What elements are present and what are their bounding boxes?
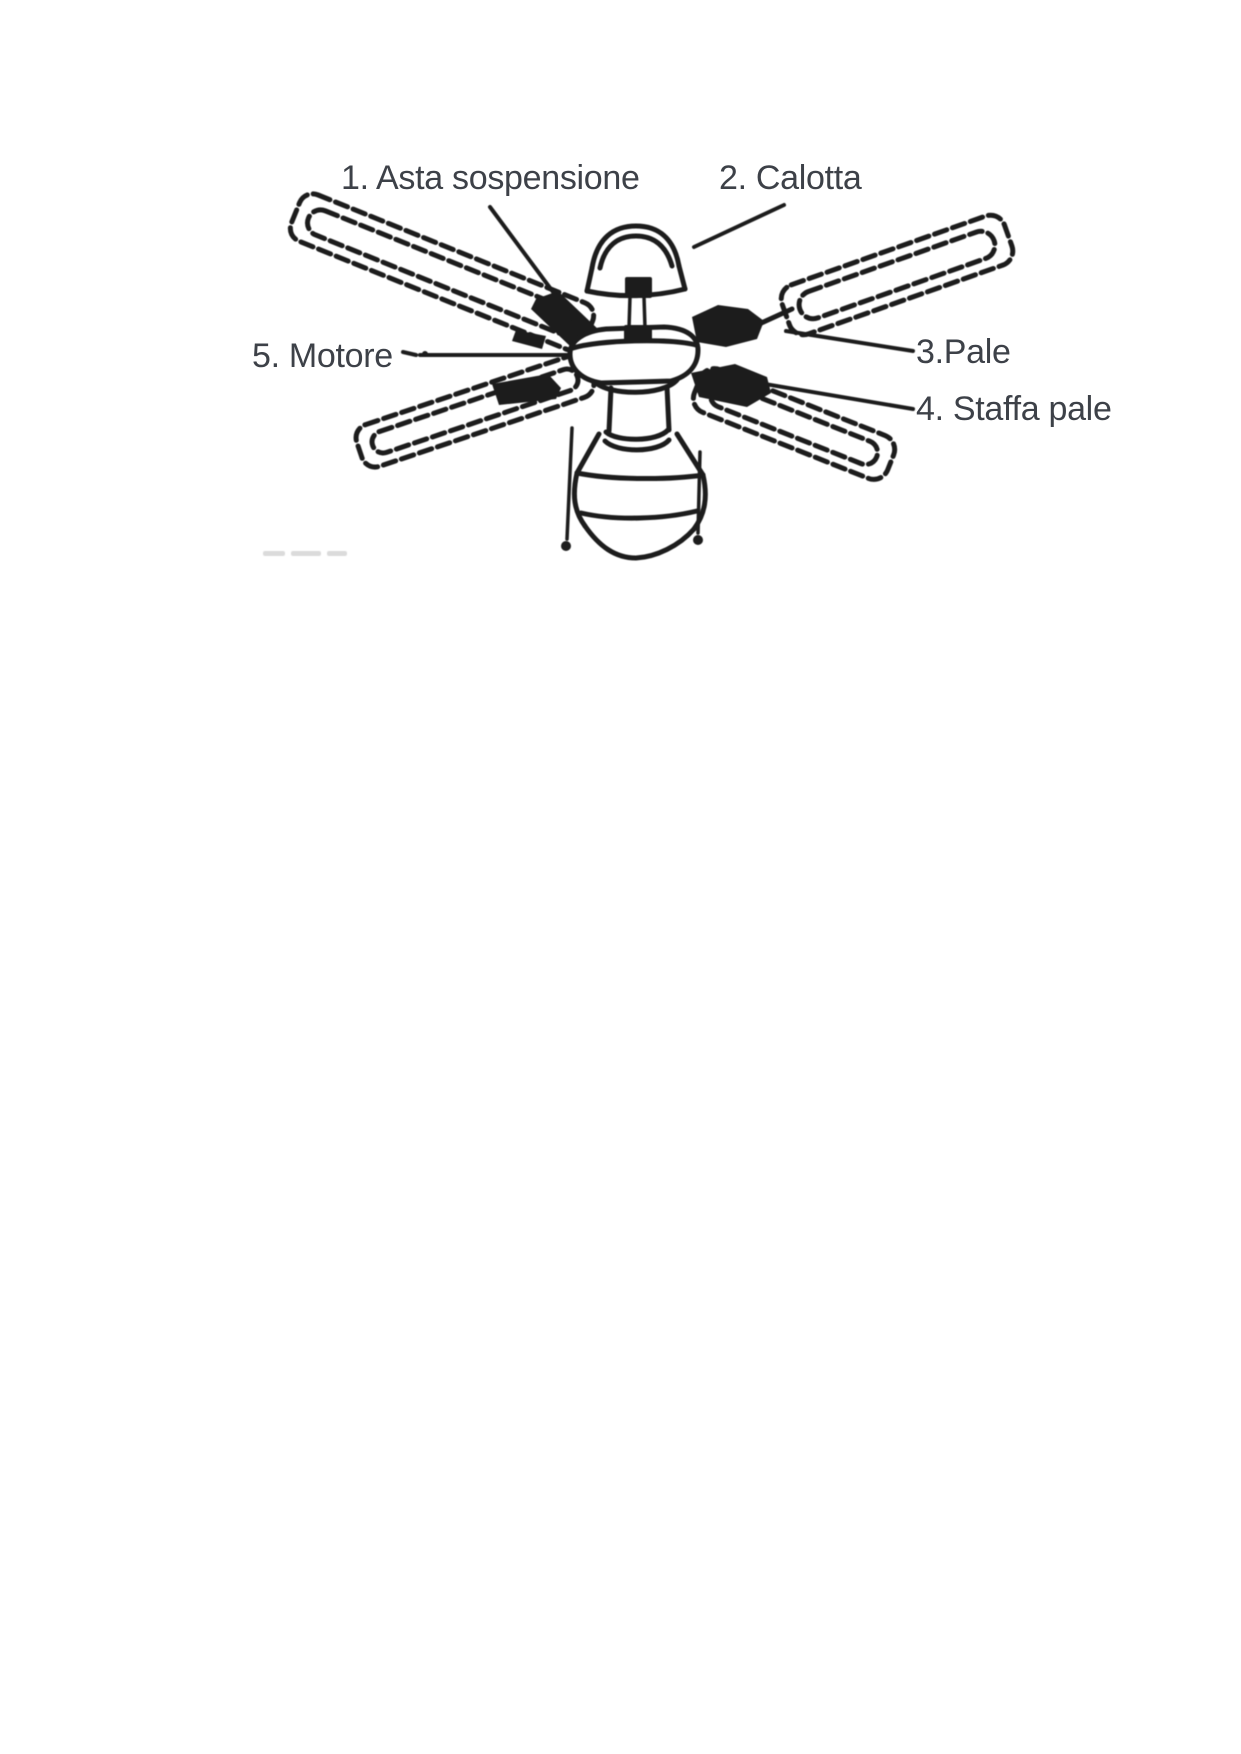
downrod-shaft: [629, 297, 645, 328]
pull-chains: [567, 428, 700, 539]
light-collar-upper: [606, 430, 668, 439]
downrod: [624, 277, 652, 341]
label-asta-sospensione: 1. Asta sospensione: [341, 159, 640, 197]
scan-smudge: [263, 551, 347, 556]
shade-left-side: [574, 473, 585, 526]
blade-upper-left: [286, 190, 598, 355]
leader-line-motore-dot: [422, 351, 428, 357]
pull-chain-bead-right: [693, 535, 703, 545]
bracket-upper-right: [692, 305, 764, 347]
label-pale: 3.Pale: [916, 333, 1011, 371]
label-staffa-pale: 4. Staffa pale: [916, 390, 1112, 428]
shade-band-line: [581, 511, 697, 518]
label-motore: 5. Motore: [252, 337, 393, 375]
label-calotta: 2. Calotta: [719, 159, 862, 197]
leader-line-pale: [786, 331, 913, 351]
ceiling-fan-illustration: [0, 0, 1241, 700]
shade-top-edge: [577, 473, 703, 479]
pull-chain-bead-left: [561, 541, 571, 551]
downrod-top-coupler: [625, 277, 652, 298]
canopy-inner-arc: [600, 236, 672, 268]
leader-line-motore-dash: [403, 352, 416, 355]
downrod-bottom-coupler: [624, 325, 652, 341]
canopy-outer-arc: [592, 226, 679, 268]
shade-bottom-cone: [585, 526, 694, 558]
blade-upper-right: [777, 211, 1017, 339]
leader-line-calotta: [694, 205, 784, 247]
light-fixture: [561, 387, 705, 558]
